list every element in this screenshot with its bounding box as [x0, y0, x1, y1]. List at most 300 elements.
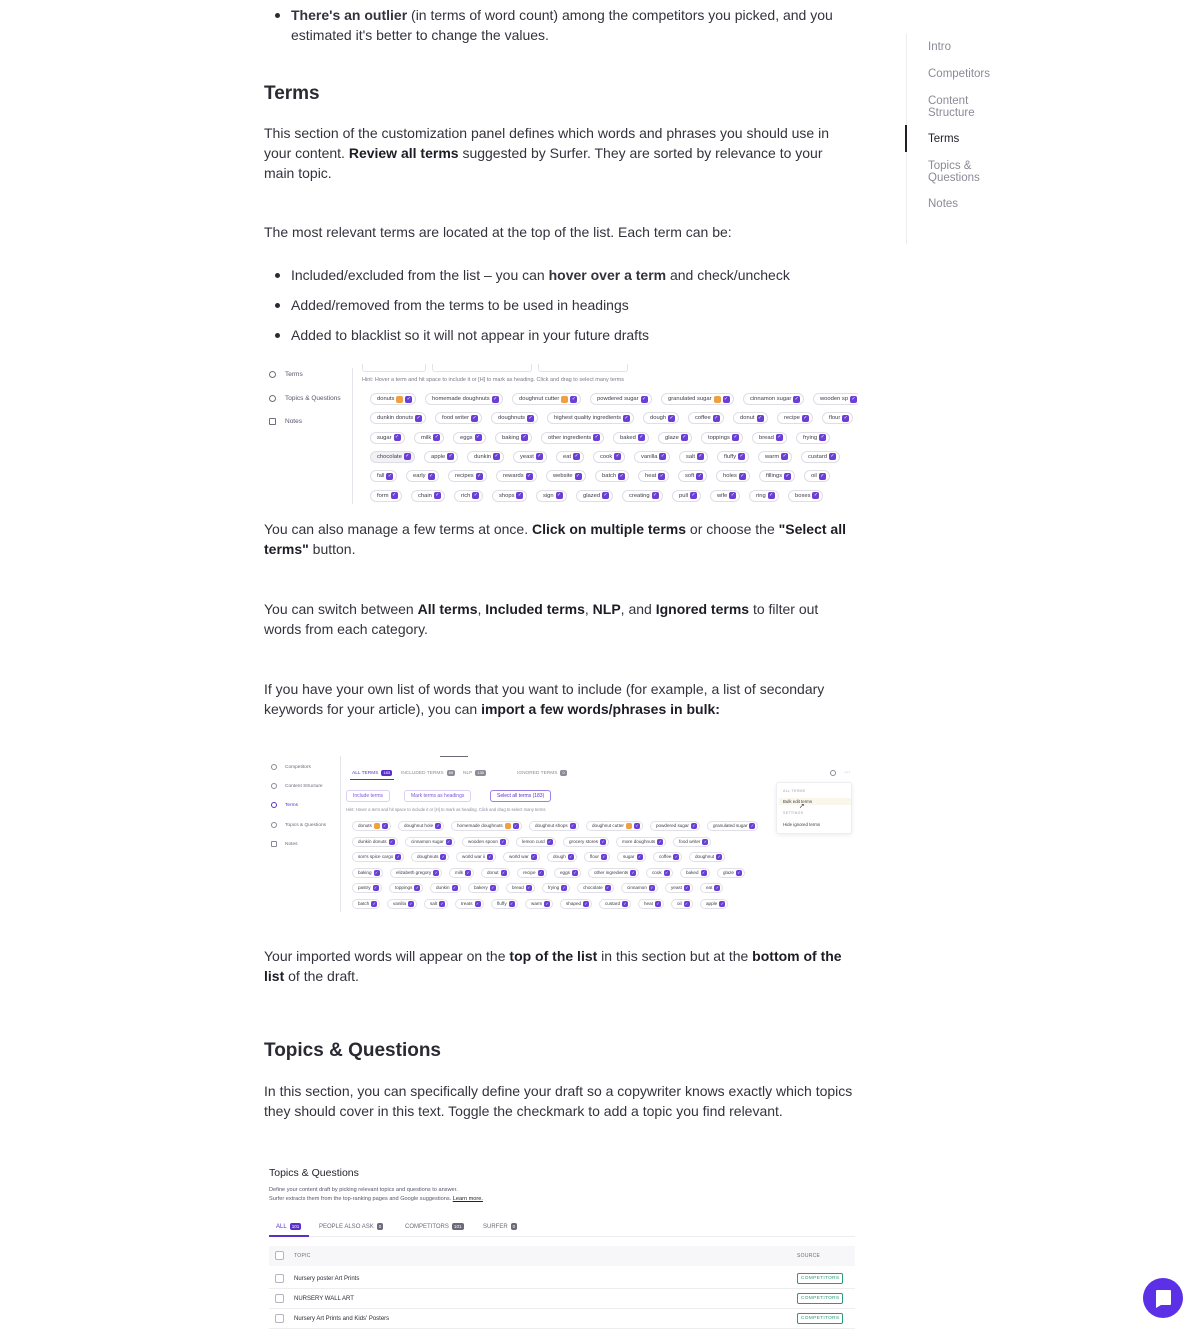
- toc-item-topics-questions[interactable]: Topics & Questions: [928, 160, 980, 184]
- checkmark-icon: ✓: [475, 434, 481, 441]
- checkmark-icon: ✓: [658, 838, 662, 844]
- checkmark-icon: ✓: [739, 453, 744, 460]
- toc-item-notes[interactable]: Notes: [928, 198, 959, 210]
- checkmark-icon: ✓: [697, 472, 702, 479]
- chat-launcher-button[interactable]: [1143, 1278, 1183, 1318]
- term-chip: doughnut hole ✓: [398, 821, 444, 831]
- checkmark-icon: ✓: [452, 885, 457, 890]
- term-chip: ring ✓: [749, 490, 779, 502]
- checkmark-icon: ✓: [851, 395, 856, 402]
- term-chip: doughnut cutter ✓: [512, 393, 581, 405]
- term-chip: wooden sp ✓: [813, 393, 858, 405]
- checkmark-icon: ✓: [619, 472, 624, 479]
- term-chip: eat ✓: [556, 451, 584, 463]
- checkmark-icon: ✓: [777, 434, 782, 441]
- term-chip: warm ✓: [525, 899, 553, 909]
- term-chip: highest quality ingredients ✓: [547, 412, 634, 424]
- checkmark-icon: ✓: [522, 434, 527, 441]
- tab-baseline: [269, 1236, 855, 1237]
- checkmark-icon: ✓: [545, 900, 549, 906]
- checkmark-icon: ✓: [434, 869, 438, 875]
- menu-header-all-terms: ALL TERMS: [783, 789, 806, 793]
- term-chip: food writer ✓: [435, 412, 482, 424]
- term-chip: world war ii ✓: [456, 852, 496, 862]
- checkmark-icon: ✓: [517, 492, 523, 498]
- term-chip: fall ✓: [370, 470, 397, 482]
- checkmark-icon: ✓: [416, 414, 421, 421]
- term-chip: fluffy ✓: [491, 899, 518, 909]
- bullet-blacklist: Added to blacklist so it will not appear in your future drafts: [264, 325, 854, 345]
- checkmark-icon: ✓: [653, 492, 658, 498]
- topics-panel-title: Topics & Questions: [269, 1167, 359, 1179]
- checkmark-icon: ✓: [615, 453, 620, 460]
- checkmark-icon: ✓: [387, 472, 393, 479]
- checkmark-icon: ✓: [813, 492, 819, 498]
- tab-ignored-terms: IGNORED TERMS 0: [517, 770, 565, 776]
- source-badge: COMPETITORS: [797, 1293, 843, 1304]
- checkmark-icon: ✓: [740, 472, 745, 479]
- checkmark-icon: ✓: [723, 395, 729, 402]
- term-chip: soft ✓: [678, 470, 707, 482]
- checkmark-icon: ✓: [477, 472, 482, 479]
- more-icon: ⋯: [844, 770, 850, 776]
- sidebar-item-terms: Terms: [269, 371, 303, 378]
- term-chip: cook ✓: [593, 451, 625, 463]
- term-chip: food writer ✓: [673, 837, 711, 847]
- term-chip: powdered sugar ✓: [590, 393, 652, 405]
- term-chip: son's spice cargo ✓: [352, 852, 404, 862]
- term-chip: salt ✓: [424, 899, 448, 909]
- checkmark-icon: ✓: [406, 395, 411, 402]
- topics-heading: Topics & Questions: [264, 1040, 442, 1061]
- term-chip: sign ✓: [536, 490, 567, 502]
- term-chip: chocolate ✓: [370, 451, 415, 463]
- term-chip: custard ✓: [801, 451, 840, 463]
- sidebar-item-content-structure: Content Structure: [271, 783, 323, 789]
- term-chip: chocolate ✓: [577, 883, 614, 893]
- term-chip: holes ✓: [716, 470, 750, 482]
- term-chip: dunkin donuts ✓: [352, 837, 398, 847]
- screenshot-divider: [352, 368, 353, 504]
- checkmark-icon: ✓: [820, 472, 825, 479]
- checkmark-icon: ✓: [669, 414, 674, 421]
- term-chip: chain ✓: [411, 490, 445, 502]
- term-chip: glazed ✓: [576, 490, 613, 502]
- checkmark-icon: ✓: [441, 854, 446, 859]
- term-chip: batch ✓: [595, 470, 629, 482]
- screenshot-sidebar: [264, 364, 352, 504]
- checkmark-icon: ✓: [527, 472, 532, 479]
- checkmark-icon: ✓: [573, 869, 577, 875]
- term-chip: milk ✓: [449, 868, 474, 878]
- checkmark-icon: ✓: [475, 900, 480, 906]
- checkmark-icon: ✓: [843, 414, 848, 421]
- term-chip: donuts ✓: [370, 393, 416, 405]
- checkmark-icon: ✓: [733, 434, 738, 441]
- checkmark-icon: ✓: [557, 492, 562, 498]
- tab-competitors: COMPETITORS 101: [405, 1223, 462, 1230]
- term-chip: frying ✓: [796, 432, 830, 444]
- checkmark-icon: ✓: [491, 885, 495, 890]
- topics-questions-screenshot: [264, 1160, 858, 1334]
- term-chip: heat ✓: [638, 470, 669, 482]
- term-chip: doughnuts ✓: [491, 412, 538, 424]
- term-chip: rich ✓: [454, 490, 483, 502]
- checkmark-icon: ✓: [782, 453, 787, 460]
- checkmark-icon: ✓: [527, 885, 531, 890]
- checkmark-icon: ✓: [685, 885, 689, 890]
- mark-headings-button: Mark terms as headings: [404, 790, 471, 802]
- notes-icon: [269, 418, 276, 425]
- active-tab-underline: [350, 779, 394, 780]
- term-chip: apple ✓: [700, 899, 728, 909]
- term-chip: homemade doughnuts ✓: [425, 393, 503, 405]
- terms-heading: Terms: [264, 83, 320, 104]
- term-chip: oil ✓: [804, 470, 830, 482]
- term-chip: cook ✓: [646, 868, 673, 878]
- checkmark-icon: ✓: [531, 854, 536, 859]
- tab-included-terms: INCLUDED TERMS 69: [401, 770, 454, 776]
- term-chip: yeast ✓: [513, 451, 547, 463]
- term-chip: powdered sugar ✓: [650, 821, 700, 831]
- term-chip: donut ✓: [481, 868, 510, 878]
- checkmark-icon: ✓: [501, 869, 506, 875]
- multiple-terms-paragraph: You can also manage a few terms at once. Click on multiple terms or choose the "Select all terms" button.: [264, 521, 846, 557]
- term-chip: vanilla ✓: [634, 451, 670, 463]
- checkmark-icon: ✓: [594, 434, 599, 441]
- column-topic: TOPIC: [294, 1253, 311, 1259]
- checkmark-icon: ✓: [448, 453, 453, 460]
- term-chip: wife ✓: [710, 490, 740, 502]
- topics-panel-description: Define your content draft by picking relevant topics and questions to answer.: [269, 1187, 458, 1193]
- question-icon: [269, 395, 276, 402]
- term-chip: granulated sugar ✓: [661, 393, 734, 405]
- term-chip: recipe ✓: [517, 868, 547, 878]
- menu-header-settings: SETTINGS: [783, 811, 804, 815]
- term-chip: lemon curd ✓: [516, 837, 556, 847]
- checkmark-icon: ✓: [494, 453, 499, 460]
- outlier-bullet-bold: There's an outlier: [291, 7, 408, 23]
- term-chip: dunkin ✓: [467, 451, 504, 463]
- term-chip: recipe ✓: [777, 412, 813, 424]
- tab-surfer: SURFER 0: [483, 1223, 516, 1230]
- checkmark-icon: ✓: [428, 472, 434, 479]
- checkmark-icon: ✓: [392, 492, 397, 498]
- checkmark-icon: ✓: [703, 838, 708, 844]
- checkmark-icon: ✓: [493, 395, 498, 402]
- checkmark-icon: ✓: [528, 414, 533, 421]
- term-chip: vanilla ✓: [387, 899, 417, 909]
- term-chip: doughnuts ✓: [411, 852, 449, 862]
- heading-flag-icon: [505, 823, 511, 829]
- checkmark-icon: ✓: [488, 854, 492, 859]
- checkmark-icon: ✓: [714, 414, 719, 421]
- terms-options-menu: [776, 782, 852, 834]
- checkmark-icon: ✓: [576, 472, 581, 479]
- checkmark-icon: ✓: [650, 885, 654, 890]
- checkmark-icon: ✓: [538, 869, 543, 875]
- bulk-edit-terms-item: Bulk edit terms: [779, 798, 851, 805]
- screenshot-top-rule: [440, 756, 468, 757]
- term-chip: eat ✓: [700, 883, 723, 893]
- term-chip: elizabeth gregory ✓: [390, 868, 442, 878]
- term-chip: sugar ✓: [370, 432, 405, 444]
- filter-terms-paragraph: You can switch between All terms, Included terms, NLP, and Ignored terms to filter out words from each category.: [264, 601, 819, 637]
- term-chip: oil ✓: [671, 899, 693, 909]
- learn-more-link: Learn more.: [452, 1196, 483, 1202]
- import-bulk-paragraph: If you have your own list of words that you want to include (for example, a list of secondary keywords for your article), you can import a few words/phrases in bulk:: [264, 681, 825, 717]
- checkmark-icon: ✓: [405, 453, 410, 460]
- term-chip: more doughnuts ✓: [616, 837, 666, 847]
- term-chip: dunkin donuts ✓: [370, 412, 426, 424]
- term-chip: baked ✓: [680, 868, 710, 878]
- sidebar-item-topics: Topics & Questions: [269, 395, 341, 402]
- select-all-terms-button: Select all terms (183): [490, 790, 551, 802]
- term-chip: milk ✓: [414, 432, 444, 444]
- term-chip: flour ✓: [584, 852, 610, 862]
- checkmark-icon: ✓: [830, 453, 835, 460]
- term-chip: glaze ✓: [658, 432, 692, 444]
- term-chip: fluffy ✓: [717, 451, 749, 463]
- sidebar-item-terms: Terms: [271, 802, 298, 808]
- table-row: [269, 1269, 855, 1289]
- outlier-bullet-text: (in terms of word count) among the competitors you picked, and you estimated it's better to change the values.: [291, 7, 833, 43]
- checkmark-icon: ✓: [514, 823, 518, 828]
- term-chip: wooden spoon ✓: [462, 837, 509, 847]
- checkmark-icon: ✓: [605, 885, 610, 890]
- checkmark-icon: ✓: [562, 885, 566, 890]
- checkmark-icon: ✓: [641, 395, 647, 402]
- term-chip: other ingredients ✓: [588, 868, 639, 878]
- term-chip: yeast ✓: [665, 883, 693, 893]
- checkmark-icon: ✓: [637, 854, 642, 859]
- term-chip: treats ✓: [455, 899, 484, 909]
- checkmark-icon: ✓: [394, 434, 400, 441]
- topics-paragraph: In this section, you can specifically define your draft so a copywriter knows exactly which topics they should cover in this text. Toggle the checkmark to add a topic you find relevant.: [264, 1083, 853, 1119]
- checkmark-icon: ✓: [409, 900, 413, 906]
- term-chip: dunkin ✓: [430, 883, 461, 893]
- term-chip: donuts ✓: [352, 821, 391, 831]
- include-terms-button: Include terms: [346, 790, 390, 802]
- term-chip: toppings ✓: [389, 883, 423, 893]
- term-chip: eggs ✓: [554, 868, 581, 878]
- term-chip: shaped ✓: [560, 899, 592, 909]
- term-chip: glaze ✓: [717, 868, 745, 878]
- checkmark-icon: ✓: [601, 838, 605, 844]
- terms-bullet-list: [264, 265, 854, 345]
- checkmark-icon: ✓: [769, 492, 774, 498]
- checkmark-icon: ✓: [383, 823, 387, 828]
- topics-panel-description-2: Surfer extracts them from the top-ranking pages and Google suggestions. Learn more.: [269, 1196, 483, 1202]
- topic-checkbox: [275, 1294, 284, 1303]
- checkmark-icon: ✓: [574, 453, 579, 460]
- checkmark-icon: ✓: [682, 434, 687, 441]
- question-icon: [271, 822, 277, 828]
- bullet-include-exclude: Included/excluded from the list – you can hover over a term and check/uncheck: [264, 265, 854, 285]
- topic-checkbox: [275, 1274, 284, 1283]
- checkmark-icon: ✓: [717, 854, 721, 859]
- terms-hint: Hint: Hover a term and hit space to include it or [H] to mark as heading. Click and drag to select many terms: [346, 807, 546, 812]
- checkmark-icon: ✓: [509, 900, 514, 906]
- checkmark-icon: ✓: [684, 900, 689, 906]
- checkmark-icon: ✓: [639, 434, 644, 441]
- checkmark-icon: ✓: [584, 900, 588, 906]
- checkmark-icon: ✓: [715, 885, 720, 890]
- term-chip: coffee ✓: [688, 412, 724, 424]
- term-chip: doughnut ✓: [689, 852, 725, 862]
- term-chip: dough ✓: [547, 852, 577, 862]
- outlier-bullet-list: [264, 5, 854, 45]
- checkmark-icon: ✓: [374, 869, 379, 875]
- term-chip: granulated sugar ✓: [707, 821, 758, 831]
- cursor-icon: ➚: [799, 803, 805, 810]
- term-chip: fillings ✓: [759, 470, 795, 482]
- checkmark-icon: ✓: [730, 492, 735, 498]
- heading-flag-icon: [396, 396, 403, 403]
- checkmark-icon: ✓: [631, 869, 635, 875]
- chat-icon: [1152, 1287, 1174, 1309]
- tab-people-also-ask: PEOPLE ALSO ASK 0: [319, 1223, 382, 1230]
- checkmark-icon: ✓: [794, 395, 799, 402]
- sidebar-item-competitors: Competitors: [271, 764, 311, 770]
- checkmark-icon: ✓: [757, 414, 763, 421]
- toc-item-intro[interactable]: Intro: [928, 41, 952, 53]
- checkmark-icon: ✓: [692, 823, 696, 828]
- checkmark-icon: ✓: [785, 472, 790, 479]
- term-chip: pastry ✓: [352, 883, 382, 893]
- term-chip: baked ✓: [613, 432, 649, 444]
- checkmark-icon: ✓: [372, 900, 376, 906]
- term-chip: world war ✓: [503, 852, 540, 862]
- checkmark-icon: ✓: [820, 434, 825, 441]
- heading-flag-icon: [626, 823, 632, 829]
- term-chip: other ingredients ✓: [541, 432, 604, 444]
- checkmark-icon: ✓: [665, 869, 669, 875]
- checkmark-icon: ✓: [623, 900, 627, 906]
- checkmark-icon: ✓: [440, 900, 444, 906]
- term-chip: doughnut shops ✓: [529, 821, 579, 831]
- term-chip: rewards ✓: [496, 470, 537, 482]
- term-chip: doughnut cutter ✓: [586, 821, 643, 831]
- hide-ignored-terms-item: Hide ignored terms: [783, 822, 821, 827]
- term-chip: early ✓: [406, 470, 439, 482]
- tab-all: ALL 101: [276, 1223, 300, 1230]
- search-icon: [830, 770, 836, 776]
- checkmark-icon: ✓: [660, 453, 666, 460]
- term-chip: baking ✓: [495, 432, 532, 444]
- term-chip: flour ✓: [822, 412, 853, 424]
- source-badge: COMPETITORS: [797, 1273, 843, 1284]
- active-tab-underline: [269, 1235, 309, 1237]
- topic-text: NURSERY WALL ART: [294, 1296, 354, 1302]
- heading-flag-icon: [374, 823, 380, 829]
- term-chip: pull ✓: [672, 490, 701, 502]
- term-chip: batch ✓: [352, 899, 380, 909]
- column-source: SOURCE: [797, 1253, 821, 1259]
- checkmark-icon: ✓: [548, 838, 552, 844]
- term-chip: sugar ✓: [617, 852, 646, 862]
- term-chip: eggs ✓: [453, 432, 486, 444]
- term-chip: bread ✓: [506, 883, 535, 893]
- toc-item-terms[interactable]: Terms: [928, 133, 960, 145]
- checkmark-icon: ✓: [698, 453, 703, 460]
- toc-item-content-structure[interactable]: Content Structure: [928, 95, 975, 119]
- checkmark-icon: ✓: [635, 823, 639, 828]
- checkmark-icon: ✓: [472, 414, 477, 421]
- source-badge: COMPETITORS: [797, 1313, 843, 1324]
- competitors-icon: [271, 764, 277, 770]
- bullet-headings: Added/removed from the terms to be used in headings: [264, 295, 854, 315]
- tab-all-terms: ALL TERMS 183: [352, 770, 391, 776]
- checkmark-icon: ✓: [537, 453, 542, 460]
- sidebar-item-notes: Notes: [269, 418, 302, 425]
- terms-icon: [269, 371, 276, 378]
- table-row: [269, 1309, 855, 1329]
- sidebar-item-topics: Topics & Questions: [271, 822, 326, 828]
- term-chip: apple ✓: [424, 451, 458, 463]
- checkmark-icon: ✓: [674, 854, 679, 859]
- checkmark-icon: ✓: [569, 854, 573, 859]
- term-chip: salt ✓: [679, 451, 708, 463]
- checkmark-icon: ✓: [691, 492, 696, 498]
- term-chip: bread ✓: [752, 432, 787, 444]
- term-chip: custard ✓: [599, 899, 631, 909]
- term-chip: homemade doughnuts ✓: [451, 821, 522, 831]
- bulk-import-screenshot: [264, 752, 858, 912]
- select-all-checkbox: [275, 1251, 284, 1260]
- term-chip: dough ✓: [643, 412, 679, 424]
- term-chip: cinnamon ✓: [621, 883, 658, 893]
- checkmark-icon: ✓: [466, 869, 470, 875]
- topic-checkbox: [275, 1314, 284, 1323]
- checkmark-icon: ✓: [602, 854, 606, 859]
- topics-table-header: [269, 1246, 855, 1266]
- checkmark-icon: ✓: [373, 885, 378, 890]
- heading-flag-icon: [714, 396, 721, 403]
- checkmark-icon: ✓: [803, 414, 808, 421]
- checkmark-icon: ✓: [447, 838, 451, 844]
- term-chip: website ✓: [546, 470, 586, 482]
- term-chip: bakery ✓: [468, 883, 499, 893]
- topic-text: Nursery poster Art Prints: [294, 1276, 360, 1282]
- term-chip: cinnamon sugar ✓: [743, 393, 804, 405]
- term-chip: frying ✓: [542, 883, 570, 893]
- toc-active-indicator: [905, 125, 907, 152]
- term-chip: heat ✓: [638, 899, 664, 909]
- checkmark-icon: ✓: [737, 869, 741, 875]
- notes-icon: [271, 841, 277, 847]
- term-chip: form ✓: [370, 490, 402, 502]
- checkmark-icon: ✓: [624, 414, 629, 421]
- checkmark-icon: ✓: [571, 395, 576, 402]
- term-chip: recipes ✓: [448, 470, 487, 482]
- tab-nlp: NLP 130: [463, 770, 485, 776]
- terms-intro-paragraph: This section of the customization panel defines which words and phrases you should use in your content. Review all terms suggested by Surfer. They are sorted by relevance to your main topic.: [264, 125, 829, 181]
- imported-words-paragraph: Your imported words will appear on the top of the list in this section but at the bottom of the list of the draft.: [264, 948, 842, 984]
- checkmark-icon: ✓: [701, 869, 706, 875]
- checkmark-icon: ✓: [501, 838, 505, 844]
- table-of-contents: [906, 34, 1016, 244]
- toc-item-competitors[interactable]: Competitors: [928, 68, 990, 80]
- structure-icon: [271, 783, 277, 789]
- checkmark-icon: ✓: [436, 823, 440, 828]
- screenshot-divider: [340, 756, 341, 912]
- checkmark-icon: ✓: [571, 823, 575, 828]
- term-chip: cinnamon sugar ✓: [405, 837, 455, 847]
- terms-panel-screenshot: [264, 364, 858, 504]
- checkmark-icon: ✓: [750, 823, 755, 828]
- outlier-bullet: [264, 5, 854, 45]
